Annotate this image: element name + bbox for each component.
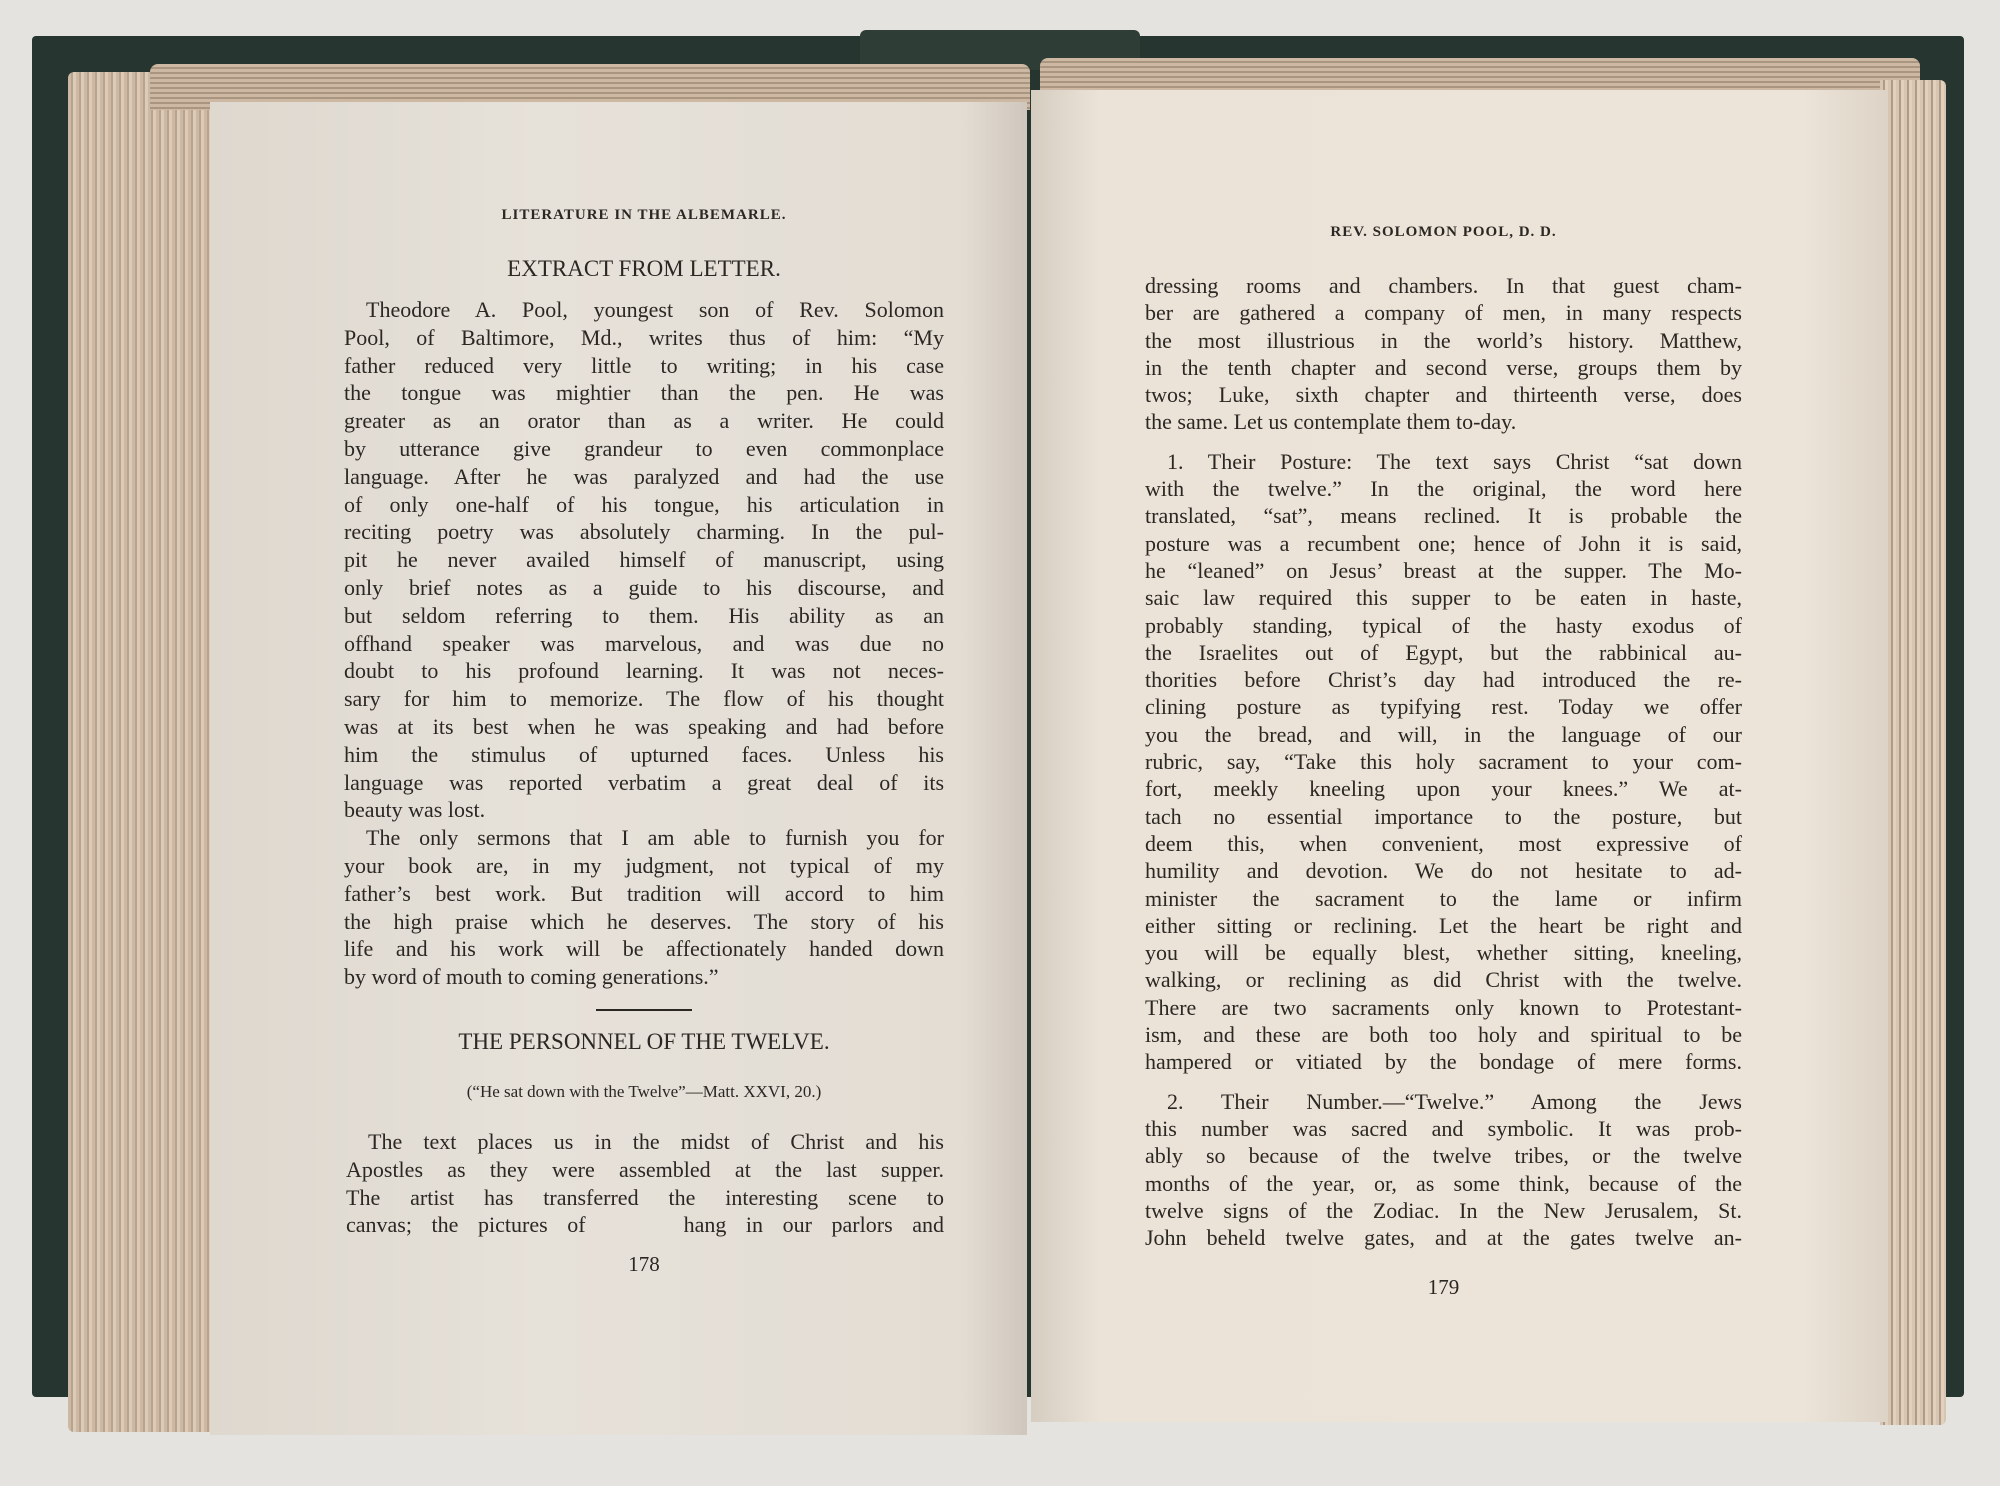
text-line: probably standing, typical of the hasty exodus of: [1145, 612, 1742, 638]
text-line: in the tenth chapter and second verse, groups them by: [1145, 354, 1742, 380]
paragraph: [344, 296, 944, 824]
text-line: There are two sacraments only known to Protestant-: [1145, 994, 1742, 1020]
text-line: clining posture as typifying rest. Today we offer: [1145, 694, 1742, 720]
text-line: was at its best when he was speaking and had before: [344, 713, 944, 739]
text-line: but seldom referring to them. His ability as an: [344, 602, 944, 628]
text-line: reciting poetry was absolutely charming. In the pul-: [344, 519, 944, 545]
text-line: by utterance give grandeur to even commonplace: [344, 435, 944, 461]
text-line: pit he never availed himself of manuscript, using: [344, 547, 944, 573]
text-line: Pool, of Baltimore, Md., writes thus of him: “My: [344, 324, 944, 350]
paragraph: [1145, 272, 1742, 436]
page-edges-left: [68, 72, 218, 1432]
paragraph: [1145, 1088, 1742, 1252]
text-line: The text places us in the midst of Christ and his: [368, 1129, 944, 1154]
text-line: ism, and these are both too holy and spiritual to be: [1145, 1022, 1742, 1048]
text-line: this number was sacred and symbolic. It was prob-: [1145, 1115, 1742, 1141]
text-line: language was reported verbatim a great deal of its: [344, 769, 944, 795]
text-line: The only sermons that I am able to furnish you for: [366, 825, 944, 851]
text-line: dressing rooms and chambers. In that guest cham-: [1145, 273, 1742, 298]
text-line: your book are, in my judgment, not typical of my: [344, 852, 944, 878]
text-line: Theodore A. Pool, youngest son of Rev. Solomon: [366, 297, 944, 322]
text-line: of only one-half of his tongue, his articulation in: [344, 491, 944, 517]
text-line: deem this, when convenient, most expressive of: [1145, 830, 1742, 856]
text-line: by word of mouth to coming generations.”: [344, 964, 719, 990]
text-line: him the stimulus of upturned faces. Unless his: [344, 741, 944, 767]
text-line: minister the sacrament to the lame or infirm: [1145, 885, 1742, 911]
text-line: posture was a recumbent one; hence of John it is said,: [1145, 530, 1742, 556]
text-line: language. After he was paralyzed and had the use: [344, 463, 944, 489]
text-line: rubric, say, “Take this holy sacrament to your com-: [1145, 749, 1742, 775]
page-edges-right: [1880, 80, 1946, 1425]
page-number-left: 178: [628, 1252, 660, 1276]
paragraph: [344, 824, 944, 991]
text-line: life and his work will be affectionately handed down: [344, 936, 944, 962]
sermon-body-continued: [1145, 272, 1742, 1251]
text-line: the most illustrious in the world’s history. Matthew,: [1145, 327, 1742, 353]
text-line: greater as an orator than as a writer. He could: [344, 408, 944, 434]
text-line: tach no essential importance to the posture, but: [1145, 803, 1742, 829]
text-line: 2. Their Number.—“Twelve.” Among the Jews: [1167, 1088, 1742, 1114]
text-line: twos; Luke, sixth chapter and thirteenth verse, does: [1145, 382, 1742, 408]
text-line: months of the year, or, as some think, because of the: [1145, 1170, 1742, 1196]
text-line: father reduced very little to writing; in his case: [344, 352, 944, 378]
text-line: either sitting or reclining. Let the heart be right and: [1145, 912, 1742, 938]
text-line: the tongue was mightier than the pen. He was: [344, 380, 944, 406]
text-line: father’s best work. But tradition will accord to him: [344, 880, 944, 906]
text-line: ber are gathered a company of men, in many respects: [1145, 300, 1742, 326]
text-line: sary for him to memorize. The flow of his thought: [344, 686, 944, 712]
page-number-right: 179: [1427, 1275, 1460, 1299]
text-line: ably so because of the twelve tribes, or the twelve: [1145, 1143, 1742, 1169]
running-head-right: REV. SOLOMON POOL, D. D.: [1330, 224, 1557, 240]
sermon-title: THE PERSONNEL OF THE TWELVE.: [458, 1029, 830, 1054]
text-line: he “leaned” on Jesus’ breast at the supper. The Mo-: [1145, 557, 1742, 583]
section-title: EXTRACT FROM LETTER.: [507, 256, 781, 281]
text-line: doubt to his profound learning. It was not neces-: [344, 658, 944, 684]
text-line: John beheld twelve gates, and at the gates twelve an-: [1145, 1225, 1742, 1251]
text-line: humility and devotion. We do not hesitate to ad-: [1145, 858, 1742, 884]
text-line: beauty was lost.: [344, 797, 486, 823]
text-line: offhand speaker was marvelous, and was due no: [344, 630, 944, 656]
text-line: you will be equally blest, whether sitting, kneeling,: [1145, 940, 1742, 966]
text-line: the Israelites out of Egypt, but the rabbinical au-: [1145, 639, 1742, 665]
text-line: twelve signs of the Zodiac. In the New Jerusalem, St.: [1145, 1197, 1742, 1223]
text-line: fort, meekly kneeling upon your knees.” We at-: [1145, 776, 1742, 802]
epigraph: (“He sat down with the Twelve”—Matt. XXVI, 20.): [466, 1082, 822, 1101]
text-line: thorities before Christ’s day had introduced the re-: [1145, 667, 1742, 693]
text-line: walking, or reclining as did Christ with the twelve.: [1145, 967, 1742, 993]
text-line: only brief notes as a guide to his discourse, and: [344, 574, 944, 600]
paragraph: [346, 1128, 944, 1239]
text-line: saic law required this supper to be eaten in haste,: [1145, 585, 1742, 611]
text-line: Apostles as they were assembled at the last supper.: [346, 1156, 944, 1182]
section-divider: [596, 1009, 692, 1011]
text-line: the same. Let us contemplate them to-day.: [1145, 409, 1517, 435]
text-line: you the bread, and will, in the language of our: [1145, 721, 1742, 747]
running-head-left: LITERATURE IN THE ALBEMARLE.: [501, 207, 787, 223]
letter-body: [344, 296, 944, 991]
sermon-body: [346, 1128, 944, 1239]
text-line: hampered or vitiated by the bondage of mere forms.: [1145, 1049, 1742, 1075]
text-line: the high praise which he deserves. The story of his: [344, 908, 944, 934]
text-line: with the twelve.” In the original, the word here: [1145, 476, 1742, 502]
paragraph: [1145, 448, 1742, 1076]
text-line: canvas; the pictures of hang in our parlors and: [346, 1212, 944, 1238]
text-line: 1. Their Posture: The text says Christ “sat down: [1167, 448, 1742, 474]
text-line: translated, “sat”, means reclined. It is probable the: [1145, 503, 1742, 529]
text-line: The artist has transferred the interesting scene to: [346, 1184, 944, 1210]
